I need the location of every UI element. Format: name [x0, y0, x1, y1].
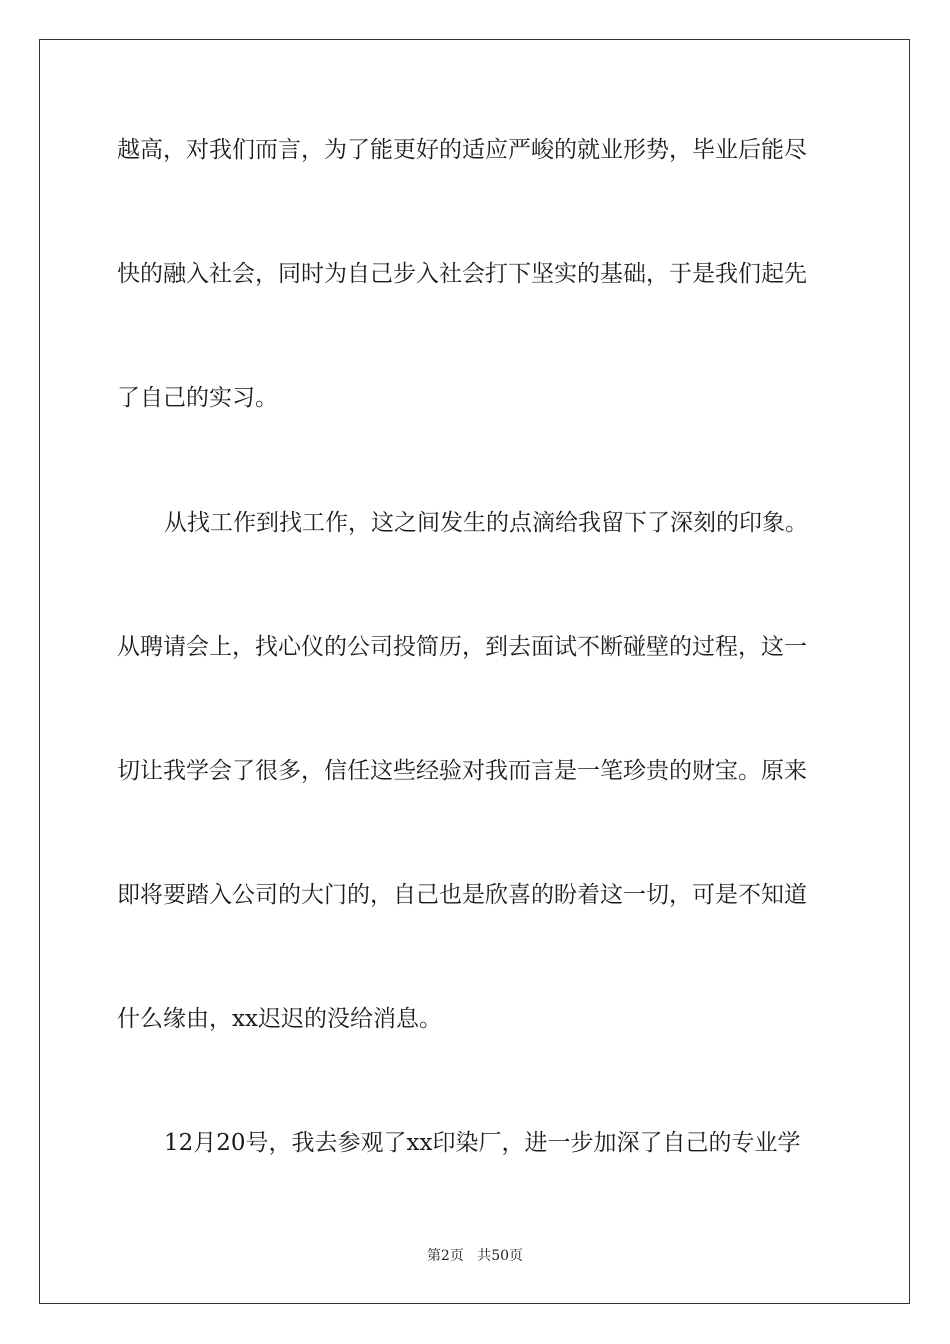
page-border — [39, 39, 910, 1304]
total-pages: 共50页 — [477, 1248, 524, 1264]
page-footer — [0, 1247, 950, 1265]
text-line-4: 从找工作到找工作，这之间发生的点滴给我留下了深刻的印象。 — [164, 510, 808, 536]
text-line-5: 从聘请会上，找心仪的公司投简历，到去面试不断碰壁的过程，这一 — [117, 634, 807, 660]
text-line-9: 12月20号，我去参观了xx印染厂，进一步加深了自己的专业学 — [164, 1130, 801, 1156]
text-line-1: 越高，对我们而言，为了能更好的适应严峻的就业形势，毕业后能尽 — [117, 137, 807, 163]
text-line-8: 什么缘由，xx迟迟的没给消息。 — [117, 1006, 442, 1032]
page-number: 第2页 — [426, 1248, 464, 1264]
text-line-7: 即将要踏入公司的大门的，自己也是欣喜的盼着这一切，可是不知道 — [117, 882, 807, 908]
text-line-3: 了自己的实习。 — [117, 385, 278, 411]
text-line-6: 切让我学会了很多，信任这些经验对我而言是一笔珍贵的财宝。原来 — [117, 758, 807, 784]
text-line-2: 快的融入社会，同时为自己步入社会打下坚实的基础，于是我们起先 — [117, 261, 807, 287]
